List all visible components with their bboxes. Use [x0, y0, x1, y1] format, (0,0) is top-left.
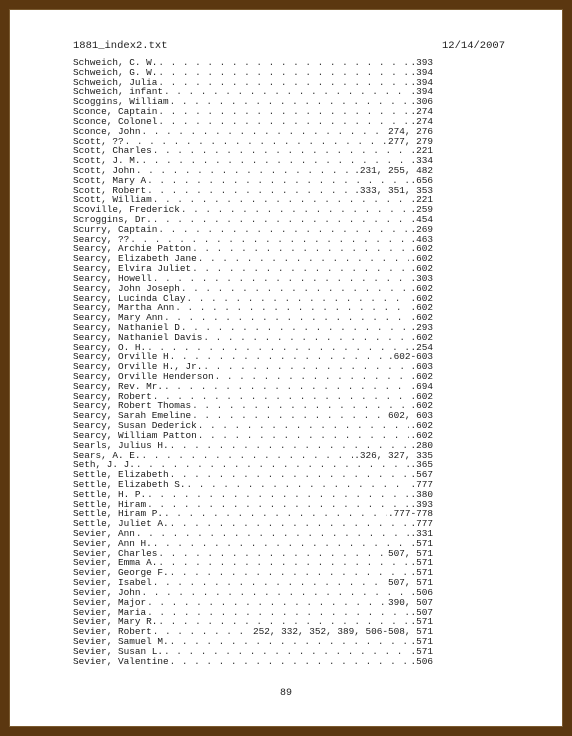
- index-entry: [73, 235, 433, 245]
- entry-pages: .602: [410, 313, 433, 323]
- leader-dots: [170, 97, 410, 107]
- entry-pages: .280: [410, 440, 433, 451]
- entry-name: Sevier, Isabel: [73, 578, 152, 588]
- index-entry: [73, 254, 433, 264]
- entry-pages: .269: [410, 224, 433, 235]
- entry-name: Sevier, Susan L.: [73, 646, 164, 657]
- entry-pages: .394: [410, 87, 433, 98]
- leader-dots: [158, 117, 409, 127]
- leader-dots: [181, 205, 410, 215]
- index-entry: [73, 323, 433, 333]
- entry-pages: .380: [410, 489, 433, 500]
- entry-name: Scott, J. M.: [73, 156, 141, 166]
- entry-pages: .394: [410, 77, 433, 88]
- index-entry: [73, 225, 433, 235]
- index-entry: [73, 303, 433, 313]
- index-entry: [73, 431, 433, 441]
- entry-pages: 602, 603: [387, 411, 433, 422]
- index-entry: [73, 343, 433, 353]
- entry-pages: .777: [410, 519, 433, 529]
- leader-dots: [153, 274, 410, 284]
- entry-pages: .254: [410, 342, 433, 353]
- index-entry: [73, 186, 433, 196]
- leader-dots: [142, 156, 410, 166]
- index-entry: [73, 58, 433, 68]
- entry-pages: .454: [410, 215, 433, 225]
- entry-name: Searcy, Mary Ann: [73, 313, 164, 323]
- entry-name: Sconce, John: [73, 126, 141, 137]
- leader-dots: [153, 578, 387, 588]
- leader-dots: [198, 254, 410, 264]
- entry-pages: .603: [410, 362, 433, 372]
- entry-pages: .602: [410, 244, 433, 255]
- leader-dots: [136, 166, 353, 176]
- entry-name: Scoville, Frederick: [73, 205, 180, 215]
- entry-pages: .507: [410, 607, 433, 618]
- index-entry: [73, 362, 433, 372]
- entry-pages: .602: [410, 332, 433, 343]
- entry-name: Searcy, Nathaniel Davis: [73, 332, 203, 343]
- entry-pages: .334: [410, 156, 433, 166]
- leader-dots: [147, 598, 387, 608]
- entry-name: Scott, Charles: [73, 146, 152, 157]
- leader-dots: [153, 195, 410, 205]
- leader-dots: [192, 411, 387, 421]
- entry-name: Sears, A. E.: [73, 450, 141, 461]
- entry-name: Sevier, Maria: [73, 607, 147, 618]
- leader-dots: [147, 176, 409, 186]
- entry-name: Searcy, Archie Patton: [73, 244, 192, 255]
- entry-name: Searcy, Howell: [73, 273, 152, 284]
- index-entry: [73, 578, 433, 588]
- entry-name: Searcy, Orville H., Jr.: [73, 362, 203, 372]
- leader-dots: [136, 529, 410, 539]
- leader-dots: [164, 313, 409, 323]
- index-entry: [73, 107, 433, 117]
- header-filename: 1881_index2.txt: [73, 40, 168, 52]
- document-page: [9, 9, 563, 727]
- entry-name: Searcy, Sarah Emeline: [73, 411, 192, 422]
- leader-dots: [187, 294, 410, 304]
- leader-dots: [164, 382, 409, 392]
- entry-pages: .602: [410, 303, 433, 314]
- entry-pages: .333, 351, 353: [354, 185, 433, 196]
- leader-dots: [175, 303, 409, 313]
- entry-name: Sevier, Samuel M.: [73, 636, 169, 647]
- entry-pages: .506: [410, 656, 433, 667]
- index-entry: [73, 460, 433, 470]
- leader-dots: [170, 352, 387, 362]
- entry-name: Searcy, Orville Henderson: [73, 372, 214, 382]
- entry-name: Sevier, George F.: [73, 568, 169, 579]
- index-entry: [73, 176, 433, 186]
- leader-dots: [170, 441, 410, 451]
- index-entry: [73, 244, 433, 254]
- entry-pages: .293: [410, 322, 433, 333]
- entry-name: Sevier, Mary R.: [73, 617, 158, 628]
- index-entry: [73, 490, 433, 500]
- index-entry: [73, 333, 433, 343]
- entry-name: Settle, Elizabeth: [73, 470, 169, 480]
- entry-name: Sevier, Valentine: [73, 656, 169, 667]
- index-entry: [73, 519, 433, 529]
- index-entry: [73, 264, 433, 274]
- entry-name: Sconce, Captain: [73, 107, 158, 117]
- entry-pages: 390, 507: [387, 597, 433, 608]
- leader-dots: [147, 490, 409, 500]
- index-entry: [73, 509, 433, 519]
- index-entry: [73, 97, 433, 107]
- index-entry: [73, 441, 433, 451]
- entry-name: Searcy, Rev. Mr.: [73, 381, 164, 392]
- entry-name: Sevier, Ann H.: [73, 538, 152, 549]
- index-entry: [73, 382, 433, 392]
- leader-dots: [142, 451, 354, 461]
- entry-name: Searcy, William Patton: [73, 430, 197, 441]
- entry-name: Searcy, Robert Thomas: [73, 401, 192, 412]
- entry-pages: .571: [410, 538, 433, 549]
- entry-name: Schweich, G. W.: [73, 67, 158, 78]
- leader-dots: [153, 539, 410, 549]
- index-entry: [73, 421, 433, 431]
- index-entry: [73, 627, 433, 637]
- index-entry: [73, 294, 433, 304]
- entry-name: Scurry, Captain: [73, 224, 158, 235]
- entry-pages: .571: [410, 558, 433, 569]
- entry-name: Searcy, Elizabeth Jane: [73, 254, 197, 265]
- entry-name: Searcy, Lucinda Clay: [73, 293, 186, 304]
- entry-pages: .306: [410, 97, 433, 108]
- leader-dots: [192, 264, 409, 274]
- index-entry: [73, 137, 433, 147]
- entry-pages: .571: [410, 568, 433, 579]
- entry-name: Settle, Juliet A.: [73, 519, 169, 529]
- index-entry: [73, 598, 433, 608]
- entry-name: Sevier, Emma A.: [73, 558, 158, 569]
- leader-dots: [147, 343, 409, 353]
- entry-name: Scott, Mary A: [73, 175, 147, 186]
- index-entry: [73, 647, 433, 657]
- entry-pages: .602: [410, 421, 433, 431]
- entry-pages: 507, 571: [387, 548, 433, 559]
- leader-dots: [142, 588, 410, 598]
- leader-dots: [153, 215, 410, 225]
- entry-pages: .231, 255, 482: [354, 165, 433, 176]
- entry-pages: 274, 276: [387, 126, 433, 137]
- index-entry-list: [73, 58, 433, 666]
- entry-name: Searcy, Elvira Juliet: [73, 264, 192, 274]
- index-entry: [73, 558, 433, 568]
- entry-pages: .777: [410, 479, 433, 490]
- index-entry: [73, 617, 433, 627]
- index-entry: [73, 392, 433, 402]
- entry-name: Seth, J. J.: [73, 460, 135, 471]
- entry-name: Scoggins, William: [73, 97, 169, 108]
- entry-pages: .259: [410, 205, 433, 215]
- entry-name: Settle, H. P.: [73, 489, 147, 500]
- leader-dots: [170, 637, 410, 647]
- entry-name: Searcy, John Joseph: [73, 283, 180, 294]
- entry-pages: .602: [410, 264, 433, 274]
- entry-name: Schweich, Julia: [73, 77, 158, 88]
- leader-dots: [158, 68, 409, 78]
- index-entry: [73, 451, 433, 461]
- leader-dots: [147, 500, 409, 510]
- index-entry: [73, 657, 433, 667]
- index-entry: [73, 166, 433, 176]
- index-entry: [73, 637, 433, 647]
- index-entry: [73, 68, 433, 78]
- leader-dots: [170, 657, 410, 667]
- entry-pages: 252, 332, 352, 389, 506-508, 571: [252, 627, 433, 637]
- entry-pages: 507, 571: [387, 578, 433, 588]
- leader-dots: [147, 608, 409, 618]
- index-entry: [73, 117, 433, 127]
- leader-dots: [158, 558, 409, 568]
- leader-dots: [125, 137, 387, 147]
- entry-name: Searcy, ??: [73, 234, 130, 245]
- entry-pages: .567: [410, 470, 433, 480]
- index-entry: [73, 588, 433, 598]
- leader-dots: [153, 146, 410, 156]
- entry-pages: .463: [410, 234, 433, 245]
- index-entry: [73, 87, 433, 97]
- entry-name: Searcy, Robert: [73, 391, 152, 402]
- leader-dots: [158, 107, 409, 117]
- leader-dots: [181, 284, 410, 294]
- entry-name: Sevier, Major: [73, 597, 147, 608]
- leader-dots: [158, 617, 409, 627]
- leader-dots: [136, 460, 410, 470]
- entry-pages: .602: [410, 401, 433, 412]
- leader-dots: [164, 87, 409, 97]
- entry-pages: .365: [410, 460, 433, 471]
- entry-name: Searcy, Nathaniel D: [73, 322, 180, 333]
- index-entry: [73, 78, 433, 88]
- entry-name: Searls, Julius H.: [73, 440, 169, 451]
- entry-name: Settle, Hiram P.: [73, 509, 164, 520]
- leader-dots: [192, 401, 409, 411]
- index-entry: [73, 352, 433, 362]
- leader-dots: [147, 186, 353, 196]
- entry-pages: .571: [410, 646, 433, 657]
- index-entry: [73, 411, 433, 421]
- entry-pages: .602: [410, 430, 433, 441]
- entry-name: Schweich, C. W.: [73, 58, 158, 68]
- entry-pages: .394: [410, 67, 433, 78]
- entry-pages: .326, 327, 335: [354, 450, 433, 461]
- entry-pages: .303: [410, 273, 433, 284]
- index-entry: [73, 568, 433, 578]
- index-entry: [73, 274, 433, 284]
- index-entry: [73, 372, 433, 382]
- entry-name: Settle, Elizabeth S.: [73, 479, 186, 490]
- index-entry: [73, 539, 433, 549]
- index-entry: [73, 529, 433, 539]
- entry-pages: .602-603: [387, 352, 433, 363]
- entry-name: Schweich, infant: [73, 87, 164, 98]
- entry-pages: .331: [410, 529, 433, 539]
- entry-pages: .221: [410, 146, 433, 157]
- leader-dots: [130, 235, 409, 245]
- entry-name: Scroggins, Dr.: [73, 215, 152, 225]
- index-entry: [73, 549, 433, 559]
- index-entry: [73, 470, 433, 480]
- entry-pages: .221: [410, 195, 433, 206]
- entry-name: Sevier, Ann: [73, 529, 135, 539]
- leader-dots: [192, 244, 409, 254]
- leader-dots: [203, 362, 409, 372]
- entry-name: Scott, ??: [73, 136, 124, 147]
- leader-dots: [164, 647, 409, 657]
- leader-dots: [142, 127, 387, 137]
- index-entry: [73, 480, 433, 490]
- leader-dots: [158, 58, 409, 68]
- index-entry: [73, 156, 433, 166]
- entry-pages: .571: [410, 617, 433, 628]
- leader-dots: [158, 225, 409, 235]
- leader-dots: [153, 627, 252, 637]
- leader-dots: [198, 431, 410, 441]
- index-entry: [73, 127, 433, 137]
- index-entry: [73, 195, 433, 205]
- leader-dots: [158, 78, 409, 88]
- page-number: 89: [279, 688, 292, 699]
- leader-dots: [170, 519, 410, 529]
- entry-pages: .571: [410, 636, 433, 647]
- entry-pages: .602: [410, 293, 433, 304]
- entry-name: Sevier, Robert: [73, 627, 152, 637]
- index-entry: [73, 215, 433, 225]
- entry-pages: .393: [410, 58, 433, 68]
- entry-pages: .777-778: [387, 509, 433, 520]
- leader-dots: [198, 421, 410, 431]
- index-entry: [73, 284, 433, 294]
- entry-name: Searcy, Martha Ann: [73, 303, 175, 314]
- leader-dots: [164, 509, 387, 519]
- leader-dots: [215, 372, 410, 382]
- entry-name: Scott, William: [73, 195, 152, 206]
- entry-pages: 277, 279: [387, 136, 433, 147]
- entry-name: Sevier, Charles: [73, 548, 158, 559]
- entry-name: Sevier, John: [73, 587, 141, 598]
- entry-pages: .506: [410, 587, 433, 598]
- entry-pages: .602: [410, 283, 433, 294]
- entry-pages: .656: [410, 175, 433, 186]
- index-entry: [73, 146, 433, 156]
- index-entry: [73, 401, 433, 411]
- entry-pages: .602: [410, 391, 433, 402]
- entry-name: Scott, John: [73, 165, 135, 176]
- leader-dots: [153, 392, 410, 402]
- entry-name: Searcy, Orville H: [73, 352, 169, 363]
- entry-name: Searcy, Susan Dederick: [73, 421, 197, 431]
- leader-dots: [170, 568, 410, 578]
- header-date: 12/14/2007: [442, 40, 506, 52]
- entry-pages: .274: [410, 116, 433, 127]
- leader-dots: [181, 323, 410, 333]
- leader-dots: [187, 480, 410, 490]
- entry-name: Searcy, O. H.: [73, 342, 147, 353]
- entry-name: Sconce, Colonel: [73, 116, 158, 127]
- index-entry: [73, 500, 433, 510]
- entry-pages: .274: [410, 107, 433, 117]
- entry-pages: .694: [410, 381, 433, 392]
- entry-pages: .602: [410, 372, 433, 382]
- index-entry: [73, 205, 433, 215]
- entry-pages: .602: [410, 254, 433, 265]
- index-entry: [73, 608, 433, 618]
- entry-name: Scott, Robert: [73, 185, 147, 196]
- leader-dots: [170, 470, 410, 480]
- leader-dots: [203, 333, 409, 343]
- leader-dots: [158, 549, 387, 559]
- entry-name: Settle, Hiram: [73, 499, 147, 510]
- index-entry: [73, 313, 433, 323]
- entry-pages: .393: [410, 499, 433, 510]
